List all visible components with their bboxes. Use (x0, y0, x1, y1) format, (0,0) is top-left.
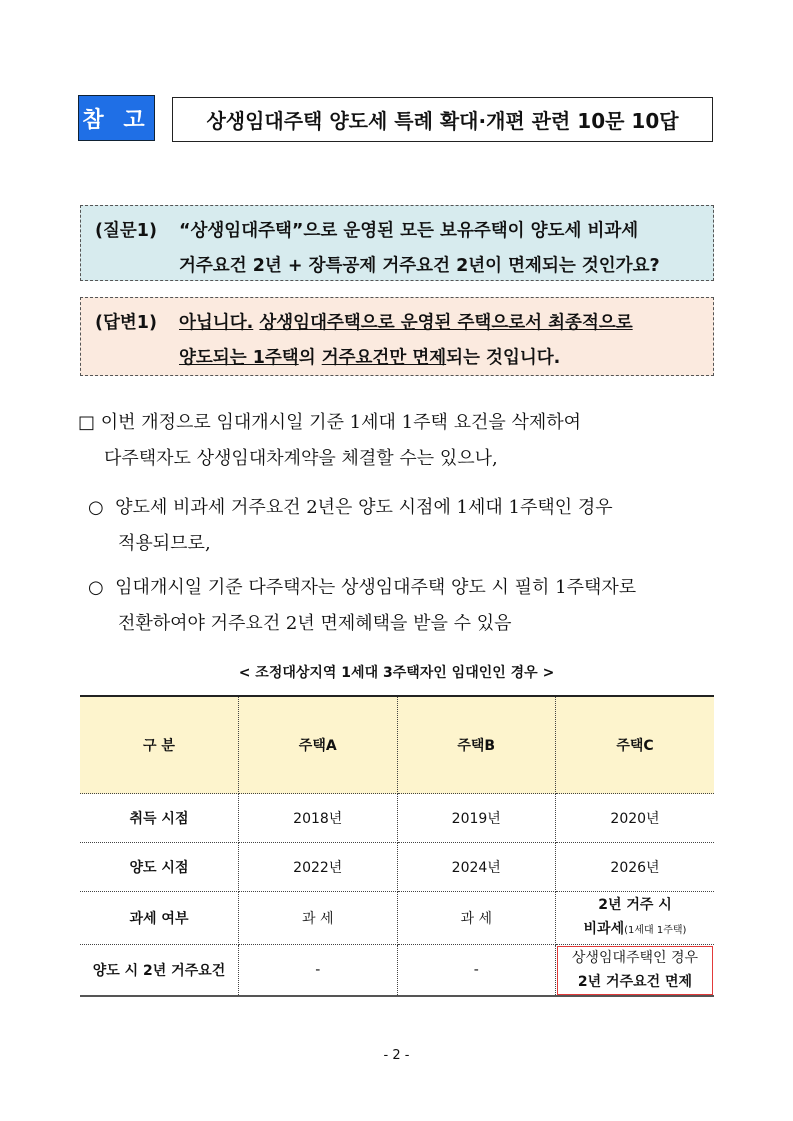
table-cell: 2020년 (556, 794, 715, 843)
table-row (80, 794, 714, 843)
table-cell: 과 세 (397, 892, 556, 945)
question-line: “상생임대주택”으로 운영된 모든 보유주택이 양도세 비과세 (179, 221, 639, 241)
answer-text: 상생임대주택으로 운영된 주택으로서 최종적으로 (259, 313, 633, 333)
bullet-circle: ○ (88, 577, 104, 598)
table-row (80, 945, 714, 997)
cell-line: 비과세 (583, 921, 625, 937)
header-cell: 구 분 (80, 696, 239, 794)
row-label: 양도 시점 (80, 843, 239, 892)
answer-text: 거주요건만 면제 (321, 348, 447, 368)
table-cell: - (239, 945, 398, 997)
question-box (80, 205, 714, 281)
answer-text: 아닙니다. (179, 313, 254, 333)
paragraph-line: 적용되므로, (118, 533, 211, 554)
row-label: 과세 여부 (80, 892, 239, 945)
table-row (80, 843, 714, 892)
page-number: - 2 - (383, 1048, 410, 1063)
table-cell: 2019년 (397, 794, 556, 843)
question-label: (질문1) (95, 221, 157, 241)
paragraph-line: 다주택자도 상생임대차계약을 체결할 수는 있으나, (104, 448, 498, 469)
body-paragraph (88, 493, 613, 555)
header-cell: 주택B (397, 696, 556, 794)
page-title: 상생임대주택 양도세 특례 확대·개편 관련 10문 10답 (172, 97, 713, 142)
cell-note: (1세대 1주택) (624, 925, 687, 936)
header-cell: 주택A (239, 696, 398, 794)
cell-line: 2년 거주요건 면제 (577, 974, 693, 990)
table-cell: 2018년 (239, 794, 398, 843)
cell-line: 상생임대주택인 경우 (571, 950, 699, 966)
table-cell: 2024년 (397, 843, 556, 892)
table-row (80, 892, 714, 945)
table-cell (556, 892, 715, 945)
highlighted-cell (556, 945, 715, 997)
table-caption: < 조정대상지역 1세대 3주택자인 임대인인 경우 > (238, 665, 555, 681)
paragraph-line: 양도세 비과세 거주요건 2년은 양도 시점에 1세대 1주택인 경우 (115, 497, 613, 518)
table-cell: 2026년 (556, 843, 715, 892)
answer-text: 되는 것입니다. (446, 348, 561, 368)
paragraph-line: 임대개시일 기준 다주택자는 상생임대주택 양도 시 필히 1주택자로 (115, 577, 637, 598)
table-cell: 2022년 (239, 843, 398, 892)
table-cell: - (397, 945, 556, 997)
reference-badge: 참 고 (78, 95, 155, 141)
paragraph-line: 전환하여야 거주요건 2년 면제혜택을 받을 수 있음 (118, 613, 512, 634)
answer-text: 양도되는 1주택 (179, 348, 299, 368)
bullet-square: □ (78, 412, 96, 433)
table-cell: 과 세 (239, 892, 398, 945)
row-label: 취득 시점 (80, 794, 239, 843)
paragraph-line: 이번 개정으로 임대개시일 기준 1세대 1주택 요건을 삭제하여 (100, 412, 582, 433)
row-label: 양도 시 2년 거주요건 (80, 945, 239, 997)
question-line: 거주요건 2년 + 장특공제 거주요건 2년이 면제되는 것인가요? (179, 256, 660, 276)
header-cell: 주택C (556, 696, 715, 794)
body-paragraph (88, 573, 636, 635)
answer-label: (답변1) (95, 313, 157, 333)
bullet-circle: ○ (88, 497, 104, 518)
answer-text: 의 (298, 348, 322, 368)
example-table (80, 695, 714, 997)
answer-box (80, 297, 714, 376)
body-paragraph (78, 408, 581, 470)
cell-line: 2년 거주 시 (598, 897, 672, 913)
